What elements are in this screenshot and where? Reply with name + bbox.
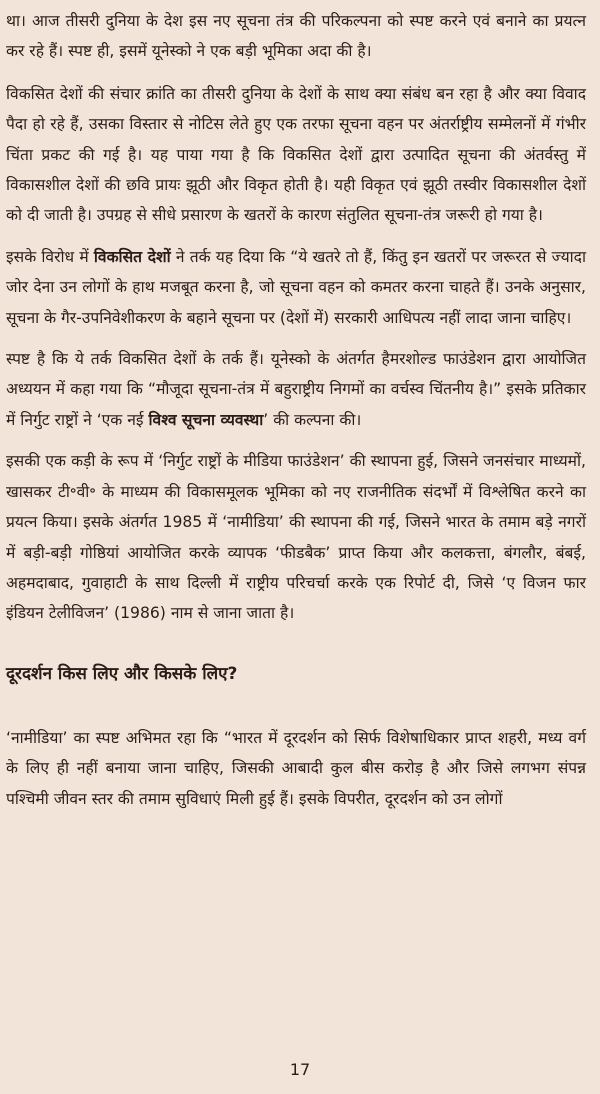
paragraph-4-text-a: स्पष्ट है कि ये तर्क विकसित देशों के तर्क हैं। यूनेस्को के अंतर्गत हैमरशोल्ड फाउंडेशन द्वारा आयोजित अध्ययन में कहा गया कि “मौजूदा सूचना-तंत्र में बहुराष्ट्रीय निगमों का वर्चस्व चिंतनीय है।” इसके प्रतिकार में निर्गुट राष्ट्रों ने ‘एक नई	[6, 350, 586, 429]
paragraph-3-text-b: ने तर्क यह दिया कि “ये खतरे तो हैं, किंतु इन खतरों पर जरूरत से ज्यादा जोर देना उन लोगों के हाथ मजबूत करना है, जो सूचना वहन को कमतर करना चाहते हैं। उनके अनुसार, सूचना के गैर-उपनिवेशीकरण के बहाने सूचना पर (देशों में) सरकारी आधिपत्य नहीं लादा जाना चाहिए।	[6, 247, 586, 327]
paragraph-2-text: विकसित देशों की संचार क्रांति का तीसरी दुनिया के देशों के साथ क्या संबंध बन रहा है और क्या विवाद पैदा हो रहे हैं, उसका विस्तार से नोटिस लेते हुए एक तरफा सूचना वहन पर अंतर्राष्ट्रीय सम्मेलनों में गंभीर चिंता प्रकट की गई है। यह पाया गया है कि विकसित देशों द्वारा उत्पादित सूचना की अंतर्वस्तु में विकासशील देशों की छवि प्रायः झूठी और विकृत होती है। यही विकृत एवं झूठी तस्वीर विकासशील देशों को दी जाती है। उपग्रह से सीधे प्रसारण के खतरों के कारण संतुलित सूचना-तंत्र जरूरी हो गया है।	[6, 84, 586, 225]
paragraph-4-text-b: ’ की कल्पना की।	[263, 410, 362, 429]
page-number: 17	[289, 1060, 311, 1079]
paragraph-6-text: ‘नामीडिया’ का स्पष्ट अभिमत रहा कि “भारत में दूरदर्शन को सिर्फ विशेषाधिकार प्राप्त शहरी, मध्य वर्ग के लिए ही नहीं बनाया जाना चाहिए, जिसकी आबादी कुल बीस करोड़ है और जिसे लगभग संपन्न पश्चिमी जीवन स्तर की तमाम सुविधाएं मिली हुई हैं। इसके विपरीत, दूरदर्शन को उन लोगों	[6, 728, 586, 808]
paragraph-6	[6, 723, 586, 814]
paragraph-3	[6, 242, 586, 333]
paragraph-1-text: था। आज तीसरी दुनिया के देश इस नए सूचना तंत्र की परिकल्पना को स्पष्ट करने एवं बनाने का प्रयत्न कर रहे हैं। स्पष्ट ही, इसमें यूनेस्को ने एक बड़ी भूमिका अदा की है।	[6, 12, 586, 61]
paragraph-2	[6, 79, 586, 231]
paragraph-3-bold-term: विकसित देशों	[93, 247, 171, 266]
paragraph-4	[6, 344, 586, 435]
paragraph-3-text-a: इसके विरोध में	[6, 247, 94, 266]
paragraph-4-bold-term: विश्व सूचना व्यवस्था	[148, 410, 264, 429]
paragraph-5	[6, 446, 586, 628]
paragraph-1	[6, 6, 586, 67]
section-heading: दूरदर्शन किस लिए और किसके लिए?	[6, 663, 238, 684]
paragraph-5-text: इसकी एक कड़ी के रूप में ‘निर्गुट राष्ट्रों के मीडिया फाउंडेशन’ की स्थापना हुई, जिसने जनसंचार माध्यमों, खासकर टी॰वी॰ के माध्यम की विकासमूलक भूमिका को नए राजनीतिक संदर्भों में विश्लेषित करने का प्रयत्न किया। इसके अंतर्गत 1985 में ‘नामीडिया’ की स्थापना की गई, जिसने भारत के तमाम बड़े नगरों में बड़ी-बड़ी गोष्ठियां आयोजित करके व्यापक ‘फीडबैक’ प्राप्त किया और कलकत्ता, बंगलौर, बंबई, अहमदाबाद, गुवाहाटी के साथ दिल्ली में राष्ट्रीय परिचर्चा करके एक रिपोर्ट दी, जिसे ‘ए विजन फार इंडियन टेलीविजन’ (1986) नाम से जाना जाता है।	[6, 452, 586, 623]
